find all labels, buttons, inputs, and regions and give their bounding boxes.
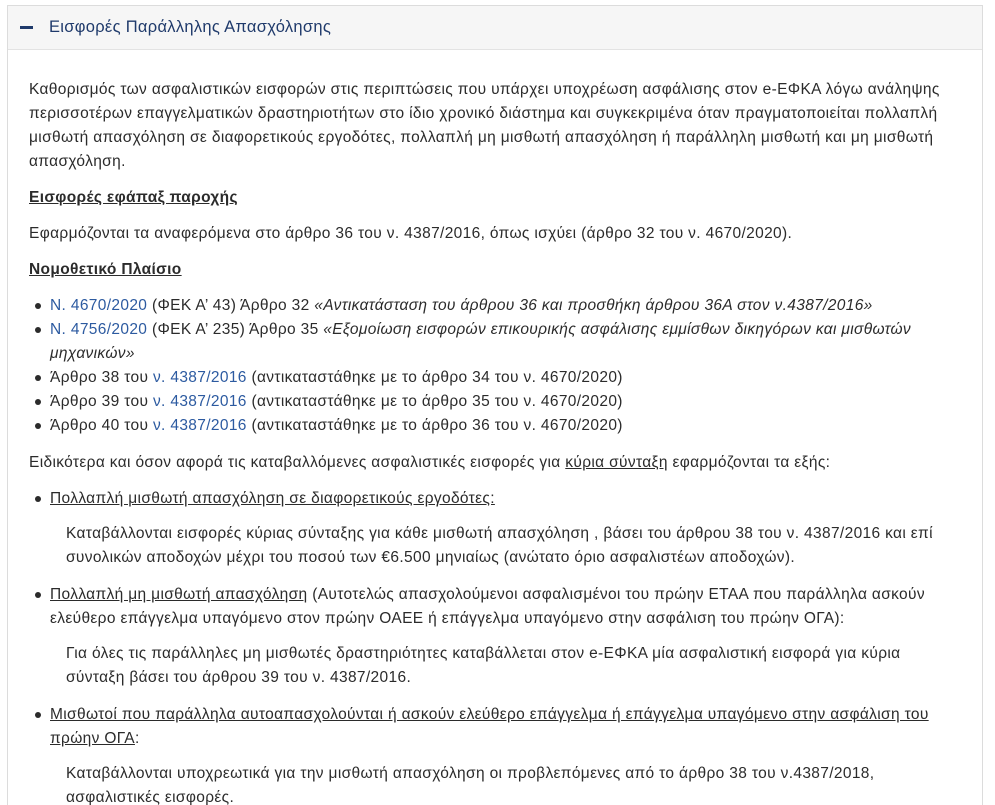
- panel-body: [8, 50, 982, 805]
- case-title-underlined: Πολλαπλή μισθωτή απασχόληση σε διαφορετικούς εργοδότες:: [50, 490, 495, 507]
- case-title-rest: (Αυτοτελώς απασχολούμενοι ασφαλισμένοι του πρώην ΕΤΑΑ που παράλληλα ασκούν ελεύθερο επάγγελμα υπαγόμενο στον πρώην ΟΑΕΕ ή επάγγελμα υπαγόμενο στην ασφάλιση του πρώην ΟΓΑ):: [50, 586, 925, 627]
- case-description: Καταβάλλονται υποχρεωτικά για την μισθωτή απασχόληση οι προβλεπόμενες από το άρθρο 38 του ν.4387/2018, ασφαλιστικές εισφορές.: [66, 765, 875, 805]
- list-item: [29, 487, 960, 570]
- bullet-icon: [35, 423, 41, 429]
- bullet-icon: [35, 399, 41, 405]
- list-item: [29, 318, 960, 366]
- article-suffix: (αντικαταστάθηκε με το άρθρο 36 του ν. 4670/2020): [246, 417, 623, 434]
- article-title: «Εξομοίωση εισφορών επικουρικής ασφάλισης εμμίσθων δικηγόρων και μισθωτών μηχανικών»: [50, 321, 912, 362]
- law-reference: (ΦΕΚ Α’ 235) Άρθρο 35: [147, 321, 324, 338]
- minus-icon[interactable]: [20, 26, 33, 29]
- article-suffix: (αντικαταστάθηκε με το άρθρο 34 του ν. 4670/2020): [246, 369, 623, 386]
- specifics-text: Ειδικότερα και όσον αφορά τις καταβαλλόμενες ασφαλιστικές εισφορές για: [29, 454, 566, 471]
- legal-framework-heading: Νομοθετικό Πλαίσιο: [29, 261, 182, 278]
- bullet-icon: [35, 592, 41, 598]
- case-description: Καταβάλλονται εισφορές κύριας σύνταξης για κάθε μισθωτή απασχόληση , βάσει του άρθρου 38 του ν. 4387/2016 και επί συνολικών αποδοχών μέχρι του ποσού των €6.500 μηνιαίως (ανώτατο όριο ασφαλιστέων αποδοχών).: [66, 525, 933, 566]
- list-item: [29, 390, 960, 414]
- law-link[interactable]: ν. 4387/2016: [152, 417, 247, 434]
- list-item: [29, 366, 960, 390]
- bullet-icon: [35, 327, 41, 333]
- law-link[interactable]: Ν. 4670/2020: [50, 297, 148, 314]
- lump-sum-text: Εφαρμόζονται τα αναφερόμενα στο άρθρο 36 του ν. 4387/2016, όπως ισχύει (άρθρο 32 του ν. 4670/2020).: [29, 225, 793, 242]
- case-title-underlined: Πολλαπλή μη μισθωτή απασχόληση: [50, 586, 308, 603]
- law-link[interactable]: ν. 4387/2016: [152, 369, 247, 386]
- case-title-underlined: Μισθωτοί που παράλληλα αυτοαπασχολούνται ή ασκούν ελεύθερο επάγγελμα ή επάγγελμα υπαγόμενο στην ασφάλιση του πρώην ΟΓΑ: [50, 706, 929, 747]
- case-title: [50, 487, 960, 511]
- case-title: [50, 583, 960, 631]
- article-prefix: Άρθρο 39 του: [50, 393, 153, 410]
- list-item: [29, 583, 960, 690]
- bullet-icon: [35, 303, 41, 309]
- specifics-paragraph: [29, 451, 960, 475]
- law-link[interactable]: Ν. 4756/2020: [50, 321, 148, 338]
- panel-title: Εισφορές Παράλληλης Απασχόλησης: [49, 18, 332, 36]
- accordion-panel: [7, 5, 983, 805]
- cases-list: [29, 487, 960, 805]
- legal-framework-list: [29, 294, 960, 438]
- bullet-icon: [35, 375, 41, 381]
- article-prefix: Άρθρο 40 του: [50, 417, 153, 434]
- law-reference: (ΦΕΚ Α’ 43) Άρθρο 32: [147, 297, 315, 314]
- list-item: [29, 414, 960, 438]
- list-item: [29, 703, 960, 805]
- intro-paragraph: Καθορισμός των ασφαλιστικών εισφορών στις περιπτώσεις που υπάρχει υποχρέωση ασφάλισης στον e-ΕΦΚΑ λόγω ανάληψης περισσοτέρων επαγγελματικών δραστηριοτήτων στο ίδιο χρονικό διάστημα και συγκεκριμένα όταν πραγματοποιείται πολλαπλή μισθωτή απασχόληση σε διαφορετικούς εργοδότες, πολλαπλή μη μισθωτή απασχόληση ή παράλληλη μισθωτή και μη μισθωτή απασχόληση.: [29, 81, 940, 170]
- article-title: «Αντικατάσταση του άρθρου 36 και προσθήκη άρθρου 36Α στον ν.4387/2016»: [314, 297, 873, 314]
- accordion-header[interactable]: [8, 6, 982, 50]
- case-description: Για όλες τις παράλληλες μη μισθωτές δραστηριότητες καταβάλλεται στον e-ΕΦΚΑ μία ασφαλιστική εισφορά για κύρια σύνταξη βάσει του άρθρου 39 του ν. 4387/2016.: [66, 645, 901, 686]
- specifics-text-end: εφαρμόζονται τα εξής:: [667, 454, 831, 471]
- bullet-icon: [35, 496, 41, 502]
- list-item: [29, 294, 960, 318]
- case-title-rest: :: [134, 730, 140, 747]
- article-suffix: (αντικαταστάθηκε με το άρθρο 35 του ν. 4670/2020): [246, 393, 623, 410]
- law-link[interactable]: ν. 4387/2016: [152, 393, 247, 410]
- bullet-icon: [35, 712, 41, 718]
- lump-sum-heading: Εισφορές εφάπαξ παροχής: [29, 189, 238, 206]
- case-title: [50, 703, 960, 751]
- article-prefix: Άρθρο 38 του: [50, 369, 153, 386]
- main-pension-term: κύρια σύνταξη: [565, 454, 668, 471]
